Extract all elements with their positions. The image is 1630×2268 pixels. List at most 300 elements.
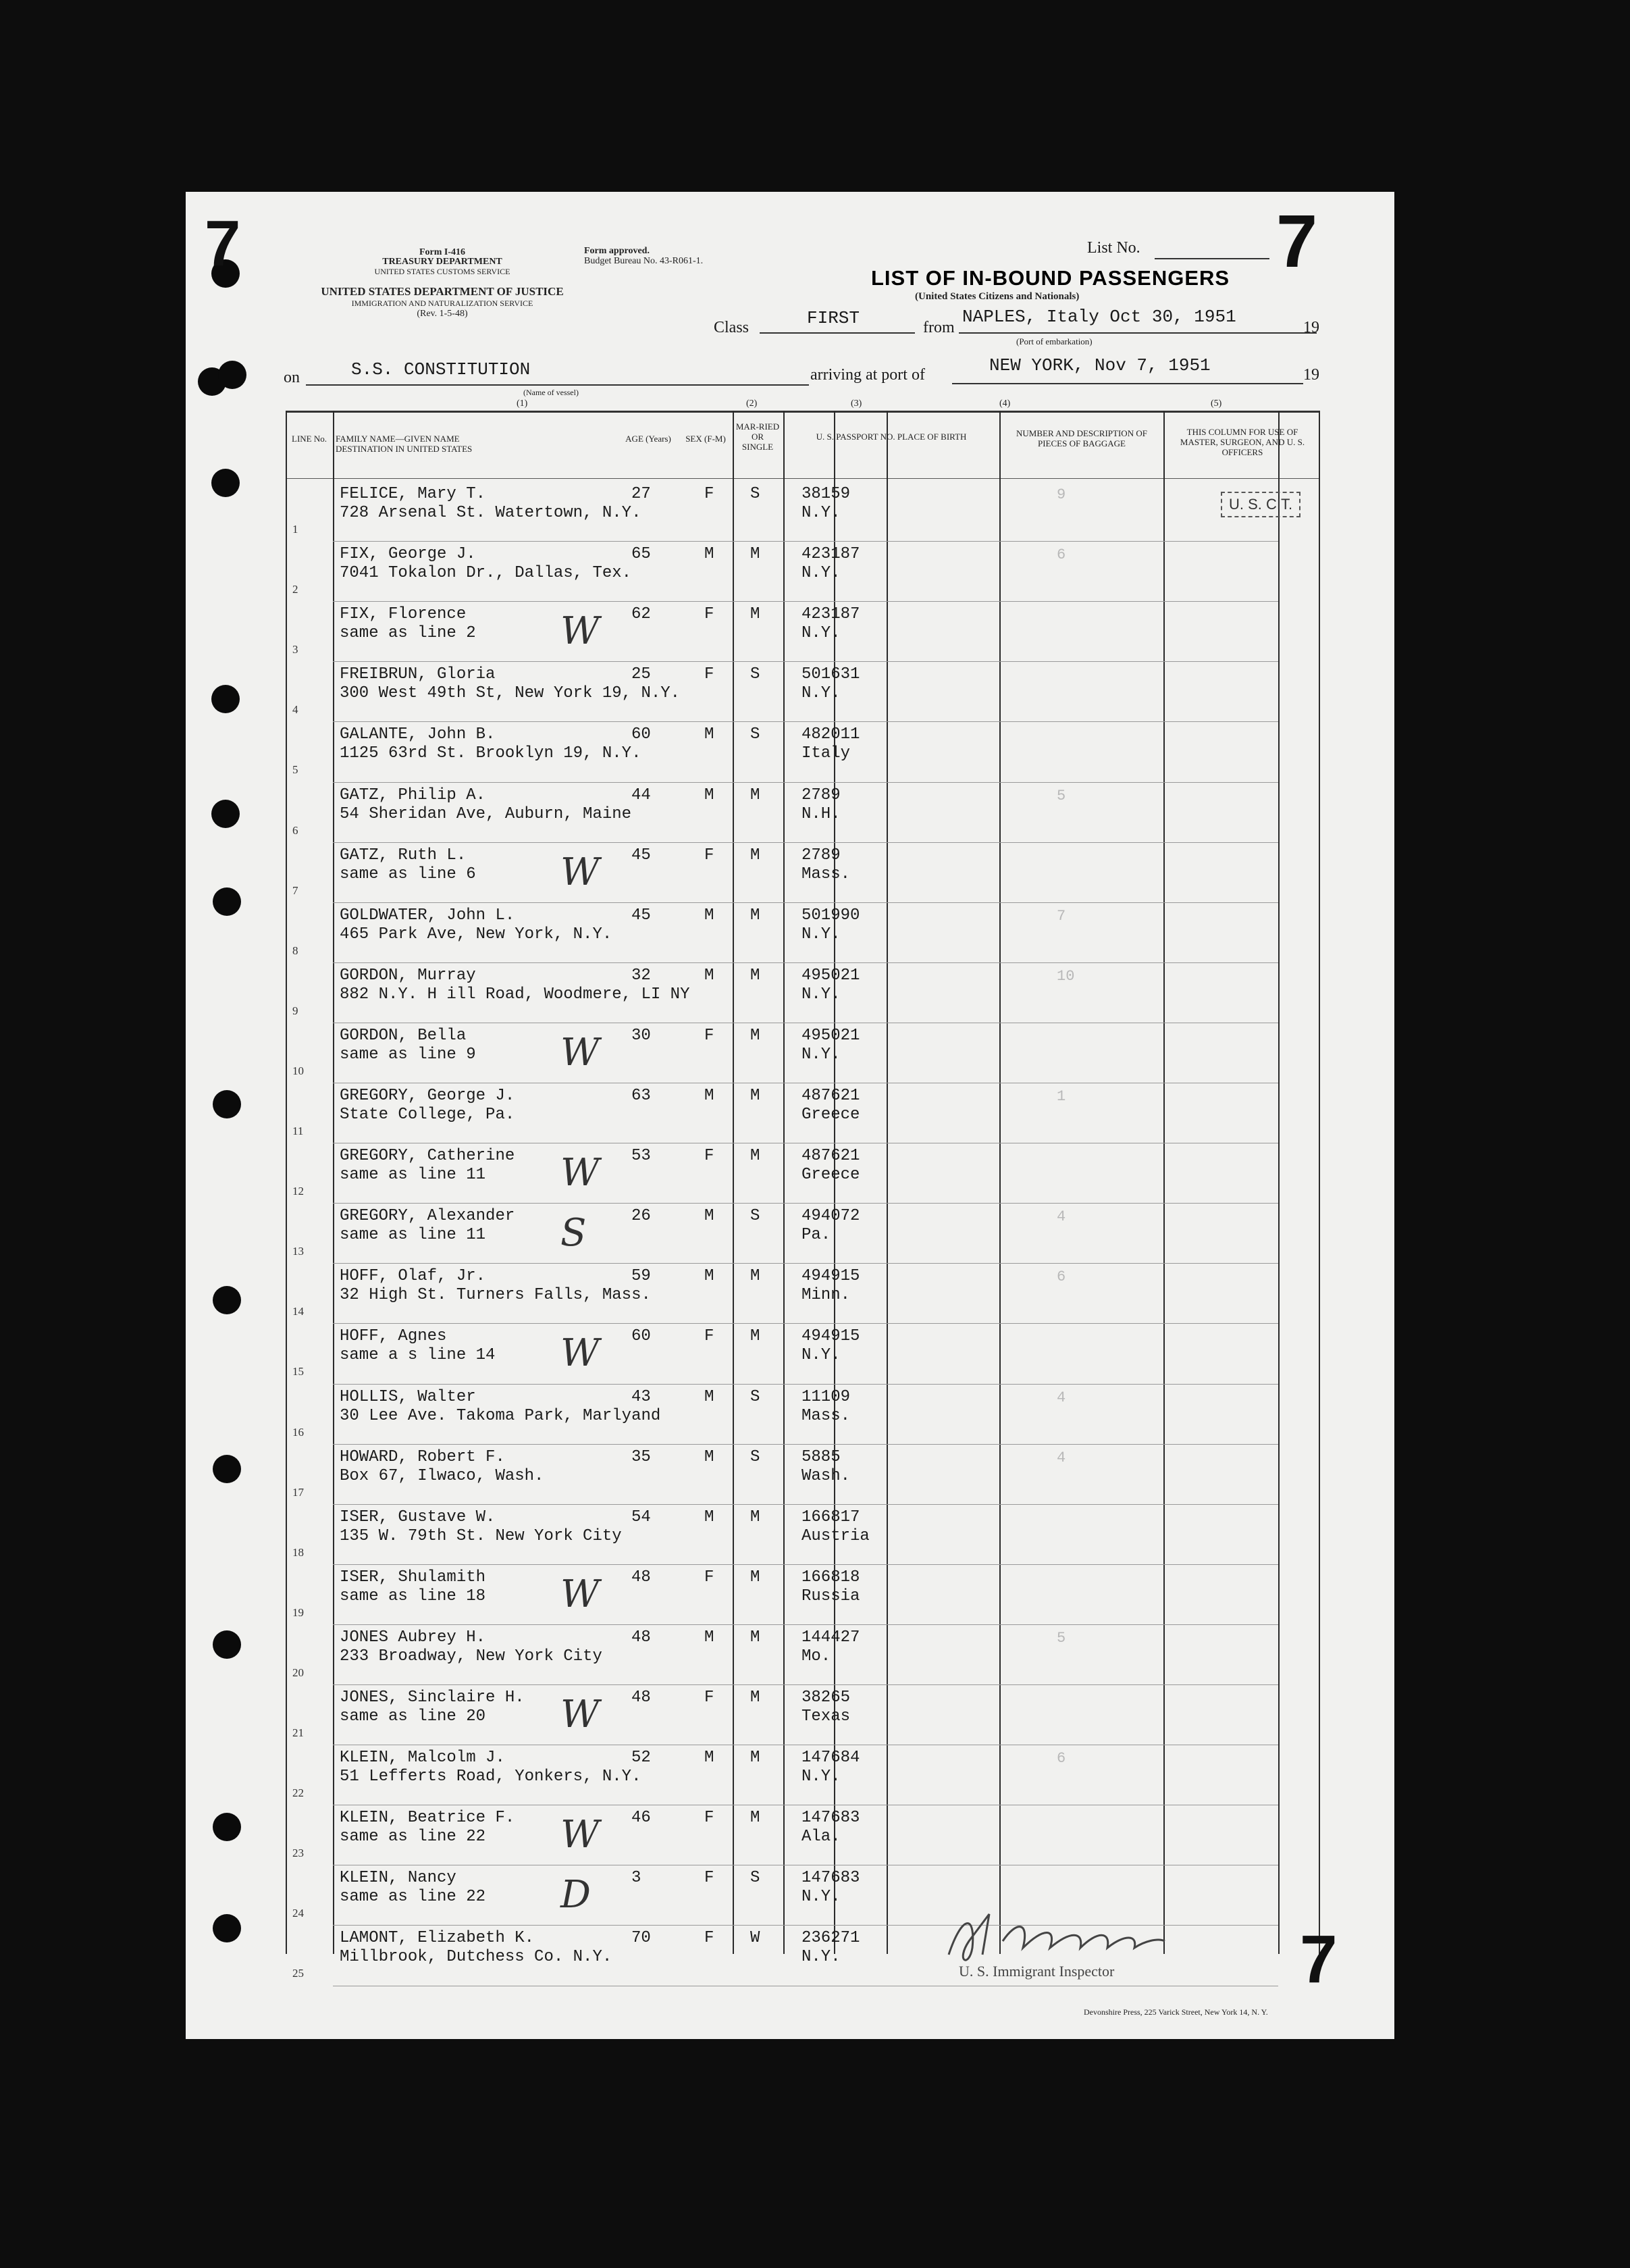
passenger-destination: 54 Sheridan Ave, Auburn, Maine [340,804,632,823]
arriving-value: NEW YORK, Nov 7, 1951 [989,355,1211,376]
line-number: 5 [292,763,298,777]
passport-number: 38159 [801,485,851,503]
passenger-age: 62 [631,605,651,624]
passenger-destination: 135 W. 79th St. New York City [340,1526,622,1545]
passenger-marital-status: S [750,1387,760,1406]
passenger-age: 54 [631,1507,651,1526]
passenger-sex: F [704,1327,714,1346]
passenger-marital-status: M [750,1267,760,1286]
punch-hole [213,1630,241,1659]
passenger-age: 53 [631,1147,651,1166]
passport-number: 494072 [801,1207,860,1226]
passenger-destination: Millbrook, Dutchess Co. N.Y. [340,1948,612,1967]
passenger-destination: same as line 22 [340,1888,486,1907]
col-divider [286,411,287,1954]
passport-number: 5885 [801,1447,841,1466]
passenger-destination: same as line 11 [340,1166,486,1185]
passenger-sex: M [704,1387,714,1406]
passenger-destination: 465 Park Ave, New York, N.Y. [340,925,612,944]
customs-service: UNITED STATES CUSTOMS SERVICE [374,267,510,276]
passport-number: 501990 [801,906,860,925]
passenger-marital-status: M [750,1628,760,1647]
passenger-marital-status: M [750,1026,760,1045]
passenger-age: 70 [631,1929,651,1948]
row-rule [333,1624,1278,1625]
place-of-birth: Greece [801,1166,860,1185]
header-name: FAMILY NAME—GIVEN NAME DESTINATION IN UNITED STATES [336,434,473,454]
passenger-name: KLEIN, Nancy [340,1869,456,1888]
passenger-sex: M [704,1628,714,1647]
place-of-birth: Mo. [801,1647,831,1666]
baggage-count: 6 [1057,1268,1066,1286]
col-divider [887,411,888,1954]
passenger-marital-status: M [750,906,760,925]
place-of-birth: Ala. [801,1828,841,1847]
col-num-1: (1) [517,398,528,409]
passport-number: 11109 [801,1387,851,1406]
passenger-age: 35 [631,1447,651,1466]
ins-service: IMMIGRATION AND NATURALIZATION SERVICE [351,299,533,308]
passenger-marital-status: W [750,1929,760,1948]
arriving-label: arriving at port of [810,366,925,384]
punch-hole [213,1455,241,1483]
place-of-birth: Austria [801,1526,870,1545]
passenger-marital-status: M [750,1327,760,1346]
passenger-marital-status: S [750,725,760,744]
line-number: 18 [292,1545,304,1559]
header-officers: THIS COLUMN FOR USE OF MASTER, SURGEON, AND U. S. OFFICERS [1180,427,1305,457]
punch-hole [218,361,246,389]
passport-number: 147683 [801,1869,860,1888]
handwritten-note: W [560,1572,600,1616]
passenger-age: 52 [631,1749,651,1768]
passenger-age: 43 [631,1387,651,1406]
place-of-birth: Pa. [801,1226,831,1245]
passenger-age: 27 [631,485,651,503]
baggage-count: 4 [1057,1389,1066,1406]
passenger-destination: 51 Lefferts Road, Yonkers, N.Y. [340,1768,641,1786]
place-of-birth: N.Y. [801,564,841,583]
passenger-name: ISER, Gustave W. [340,1507,496,1526]
row-rule [333,1323,1278,1324]
passport-number: 38265 [801,1689,851,1707]
handwritten-note: W [560,1693,600,1736]
line-number: 10 [292,1064,304,1077]
handwritten-note: S [560,1211,587,1256]
place-of-birth: N.Y. [801,1768,841,1786]
passenger-marital-status: S [750,1207,760,1226]
baggage-count: 4 [1057,1208,1066,1226]
row-rule [333,661,1278,662]
place-of-birth: N.Y. [801,985,841,1004]
header-passport: U. S. PASSPORT NO. PLACE OF BIRTH [816,432,967,442]
passenger-destination: same as line 18 [340,1587,486,1605]
passport-number: 494915 [801,1327,860,1346]
passenger-sex: F [704,1869,714,1888]
passenger-age: 45 [631,906,651,925]
row-rule [333,541,1278,542]
class-line [760,332,915,334]
passport-number: 166818 [801,1568,860,1587]
passenger-destination: same as line 6 [340,865,476,883]
passenger-marital-status: M [750,846,760,865]
port-embark-label: (Port of embarkation) [1016,336,1093,346]
passport-number: 147683 [801,1809,860,1828]
vessel-name: S.S. CONSTITUTION [351,359,531,380]
passenger-marital-status: M [750,1809,760,1828]
page-title: LIST OF IN-BOUND PASSENGERS [871,266,1230,290]
passport-number: 487621 [801,1087,860,1105]
passenger-sex: F [704,1929,714,1948]
from-label: from [923,319,955,336]
passenger-name: GALANTE, John B. [340,725,496,744]
passenger-age: 48 [631,1568,651,1587]
class-label: Class [714,319,750,336]
col-divider [1278,411,1280,1954]
passenger-name: FELICE, Mary T. [340,485,486,503]
treasury-dept: TREASURY DEPARTMENT [382,257,502,267]
line-number: 15 [292,1365,304,1378]
passenger-age: 26 [631,1207,651,1226]
passenger-marital-status: S [750,485,760,503]
passenger-age: 45 [631,846,651,865]
punch-hole [211,469,240,497]
passenger-sex: M [704,1507,714,1526]
row-rule [333,842,1278,843]
manifest-sheet [186,192,1394,2039]
passenger-destination: 882 N.Y. H ill Road, Woodmere, LI NY [340,985,690,1004]
place-of-birth: Greece [801,1106,860,1124]
header-baggage: NUMBER AND DESCRIPTION OF PIECES OF BAGGAGE [1016,428,1147,448]
passenger-name: HOWARD, Robert F. [340,1447,505,1466]
passenger-destination: same a s line 14 [340,1346,496,1365]
col-divider [1319,411,1320,1954]
arriving-line [952,383,1303,384]
line-number: 9 [292,1004,298,1017]
passenger-age: 30 [631,1026,651,1045]
line-number: 6 [292,823,298,837]
baggage-count: 1 [1057,1088,1066,1105]
row-rule [333,601,1278,602]
place-of-birth: Mass. [801,865,851,883]
passenger-marital-status: S [750,665,760,684]
passport-number: 236271 [801,1929,860,1948]
us-citizen-stamp: U. S. CIT. [1221,492,1300,517]
passenger-destination: 300 West 49th St, New York 19, N.Y. [340,684,681,703]
passenger-sex: M [704,1207,714,1226]
punch-hole [211,800,240,828]
passenger-age: 48 [631,1689,651,1707]
baggage-count: 4 [1057,1449,1066,1466]
sheet-number-right: 7 [1276,200,1318,283]
place-of-birth: N.Y. [801,1346,841,1365]
passenger-sex: F [704,1026,714,1045]
passenger-age: 25 [631,665,651,684]
budget-bureau: Budget Bureau No. 43-R061-1. [584,256,704,266]
passenger-name: KLEIN, Malcolm J. [340,1749,505,1768]
passenger-age: 65 [631,545,651,564]
passenger-sex: F [704,665,714,684]
punch-hole [213,1813,241,1841]
passenger-name: GORDON, Bella [340,1026,467,1045]
baggage-count: 6 [1057,546,1066,564]
col-num-3: (3) [851,398,862,409]
passenger-marital-status: S [750,1447,760,1466]
line-number: 20 [292,1666,304,1679]
passport-number: 166817 [801,1507,860,1526]
sheet-number-bottom: 7 [1300,1922,1338,1997]
passenger-sex: M [704,725,714,744]
form-number: Form I-416 [419,247,466,257]
baggage-count: 7 [1057,907,1066,925]
row-rule [333,721,1278,722]
col-divider [1163,411,1165,1954]
passenger-sex: M [704,966,714,985]
row-rule [333,1504,1278,1505]
line-number: 8 [292,944,298,957]
place-of-birth: Mass. [801,1406,851,1425]
passenger-sex: M [704,785,714,804]
handwritten-note: W [560,850,600,894]
place-of-birth: N.Y. [801,1045,841,1064]
passenger-name: HOFF, Agnes [340,1327,447,1346]
row-rule [333,1263,1278,1264]
list-no-line [1155,258,1269,259]
line-number: 25 [292,1967,304,1980]
passenger-name: FIX, Florence [340,605,467,624]
handwritten-note: W [560,1813,600,1857]
place-of-birth: Russia [801,1587,860,1605]
col-num-4: (4) [999,398,1011,409]
passport-number: 2789 [801,785,841,804]
passenger-destination: 32 High St. Turners Falls, Mass. [340,1286,651,1305]
row-rule [333,1384,1278,1385]
place-of-birth: Texas [801,1707,851,1726]
place-of-birth: N.Y. [801,624,841,643]
line-number: 21 [292,1726,304,1739]
passenger-marital-status: M [750,1087,760,1105]
passport-number: 482011 [801,725,860,744]
printer-line: Devonshire Press, 225 Varick Street, New York 14, N. Y. [1084,2007,1268,2017]
row-rule [333,902,1278,903]
passport-number: 423187 [801,605,860,624]
passenger-name: FREIBRUN, Gloria [340,665,496,684]
passenger-name: GREGORY, Alexander [340,1207,515,1226]
passenger-age: 3 [631,1869,641,1888]
place-of-birth: N.Y. [801,925,841,944]
from-value: NAPLES, Italy Oct 30, 1951 [962,307,1236,327]
line-number: 7 [292,883,298,897]
passenger-name: GATZ, Ruth L. [340,846,467,865]
passport-number: 2789 [801,846,841,865]
col-num-5: (5) [1211,398,1222,409]
passport-number: 495021 [801,966,860,985]
baggage-count: 9 [1057,486,1066,503]
passenger-destination: 1125 63rd St. Brooklyn 19, N.Y. [340,744,641,763]
passenger-marital-status: M [750,785,760,804]
passenger-destination: Box 67, Ilwaco, Wash. [340,1466,544,1485]
passenger-sex: F [704,605,714,624]
line-number: 19 [292,1605,304,1619]
punch-hole [213,1090,241,1118]
passenger-marital-status: M [750,1749,760,1768]
handwritten-note: W [560,1030,600,1075]
passport-number: 487621 [801,1147,860,1166]
passenger-name: FIX, George J. [340,545,476,564]
passport-number: 501631 [801,665,860,684]
passenger-name: ISER, Shulamith [340,1568,486,1587]
row-rule [333,1684,1278,1685]
baggage-count: 6 [1057,1750,1066,1768]
place-of-birth: N.H. [801,804,841,823]
baggage-count: 5 [1057,1629,1066,1647]
passenger-marital-status: M [750,545,760,564]
place-of-birth: Minn. [801,1286,851,1305]
passenger-age: 63 [631,1087,651,1105]
col-num-2: (2) [746,398,758,409]
passenger-name: GREGORY, Catherine [340,1147,515,1166]
passenger-age: 60 [631,725,651,744]
passenger-marital-status: M [750,1507,760,1526]
passenger-sex: M [704,545,714,564]
header-line-no: LINE No. [292,434,327,444]
place-of-birth: Italy [801,744,851,763]
punch-hole [213,1914,241,1942]
header-married: MAR-RIED OR SINGLE [735,421,780,452]
passenger-age: 48 [631,1628,651,1647]
passenger-marital-status: M [750,966,760,985]
place-of-birth: N.Y. [801,1948,841,1967]
line-number: 4 [292,703,298,717]
passenger-sex: M [704,1087,714,1105]
from-line [959,332,1317,334]
baggage-count: 5 [1057,787,1066,804]
passenger-name: HOLLIS, Walter [340,1387,476,1406]
line-number: 14 [292,1305,304,1318]
passenger-marital-status: M [750,605,760,624]
justice-dept: UNITED STATES DEPARTMENT OF JUSTICE [321,285,564,298]
passenger-destination: 7041 Tokalon Dr., Dallas, Tex. [340,564,632,583]
passenger-marital-status: M [750,1568,760,1587]
passenger-name: GOLDWATER, John L. [340,906,515,925]
row-rule [333,962,1278,963]
place-of-birth: N.Y. [801,504,841,522]
passenger-name: JONES, Sinclaire H. [340,1689,525,1707]
passenger-age: 44 [631,785,651,804]
passport-number: 423187 [801,545,860,564]
line-number: 13 [292,1245,304,1258]
handwritten-note: W [560,609,600,654]
passenger-destination: same as line 9 [340,1045,476,1064]
passenger-name: JONES Aubrey H. [340,1628,486,1647]
passenger-destination: same as line 20 [340,1707,486,1726]
passenger-name: HOFF, Olaf, Jr. [340,1267,486,1286]
passenger-destination: State College, Pa. [340,1106,515,1124]
form-rev: (Rev. 1-5-48) [417,309,468,319]
place-of-birth: N.Y. [801,1888,841,1907]
header-age: AGE (Years) [625,434,671,444]
line-number: 17 [292,1485,304,1499]
passport-number: 144427 [801,1628,860,1647]
passenger-age: 32 [631,966,651,985]
passenger-marital-status: M [750,1689,760,1707]
line-number: 2 [292,583,298,596]
passenger-destination: 30 Lee Ave. Takoma Park, Marlyand [340,1406,661,1425]
vessel-label: (Name of vessel) [523,388,579,397]
passenger-name: GATZ, Philip A. [340,785,486,804]
line-number: 23 [292,1847,304,1860]
handwritten-note: W [560,1151,600,1195]
on-label: on [284,369,300,386]
line-number: 12 [292,1185,304,1198]
passenger-sex: F [704,485,714,503]
passenger-sex: F [704,1568,714,1587]
handwritten-note: W [560,1331,600,1376]
passenger-destination: 728 Arsenal St. Watertown, N.Y. [340,504,641,522]
place-of-birth: Wash. [801,1466,851,1485]
place-of-birth: N.Y. [801,684,841,703]
row-rule [333,1444,1278,1445]
punch-hole [211,685,240,713]
passenger-marital-status: M [750,1147,760,1166]
passenger-destination: same as line 2 [340,624,476,643]
list-no-label: List No. [1087,239,1140,257]
passport-number: 147684 [801,1749,860,1768]
class-value: FIRST [807,308,860,328]
page-subtitle: (United States Citizens and Nationals) [915,291,1080,302]
passport-number: 495021 [801,1026,860,1045]
year-suffix: 19 [1303,319,1319,336]
passenger-sex: F [704,1689,714,1707]
form-approved: Form approved. [584,246,650,256]
passenger-destination: 233 Broadway, New York City [340,1647,602,1666]
passenger-marital-status: S [750,1869,760,1888]
punch-hole [213,1286,241,1314]
passenger-sex: M [704,1749,714,1768]
passenger-age: 60 [631,1327,651,1346]
row-rule [333,782,1278,783]
col-divider [999,411,1001,1954]
passenger-sex: M [704,1447,714,1466]
line-number: 22 [292,1786,304,1800]
col-divider [783,411,785,1954]
passenger-age: 46 [631,1809,651,1828]
header-sex: SEX (F-M) [685,434,726,444]
passenger-name: LAMONT, Elizabeth K. [340,1929,535,1948]
passenger-name: KLEIN, Beatrice F. [340,1809,515,1828]
passenger-name: GORDON, Murray [340,966,476,985]
line-number: 11 [292,1125,304,1137]
passenger-sex: M [704,906,714,925]
vessel-line [306,384,809,386]
punch-hole [213,887,241,916]
line-number: 1 [292,523,298,536]
line-number: 24 [292,1907,304,1920]
inspector-label: U. S. Immigrant Inspector [959,1963,1115,1980]
line-number: 3 [292,643,298,656]
handwritten-note: D [560,1873,591,1917]
passenger-sex: F [704,1147,714,1166]
year-suffix-2: 19 [1303,366,1319,384]
passport-number: 494915 [801,1267,860,1286]
row-rule [333,1564,1278,1565]
passenger-sex: M [704,1267,714,1286]
col-divider [733,411,734,1954]
passenger-name: GREGORY, George J. [340,1087,515,1105]
passenger-destination: same as line 22 [340,1828,486,1847]
line-number: 16 [292,1425,304,1439]
col-divider [333,411,334,1954]
